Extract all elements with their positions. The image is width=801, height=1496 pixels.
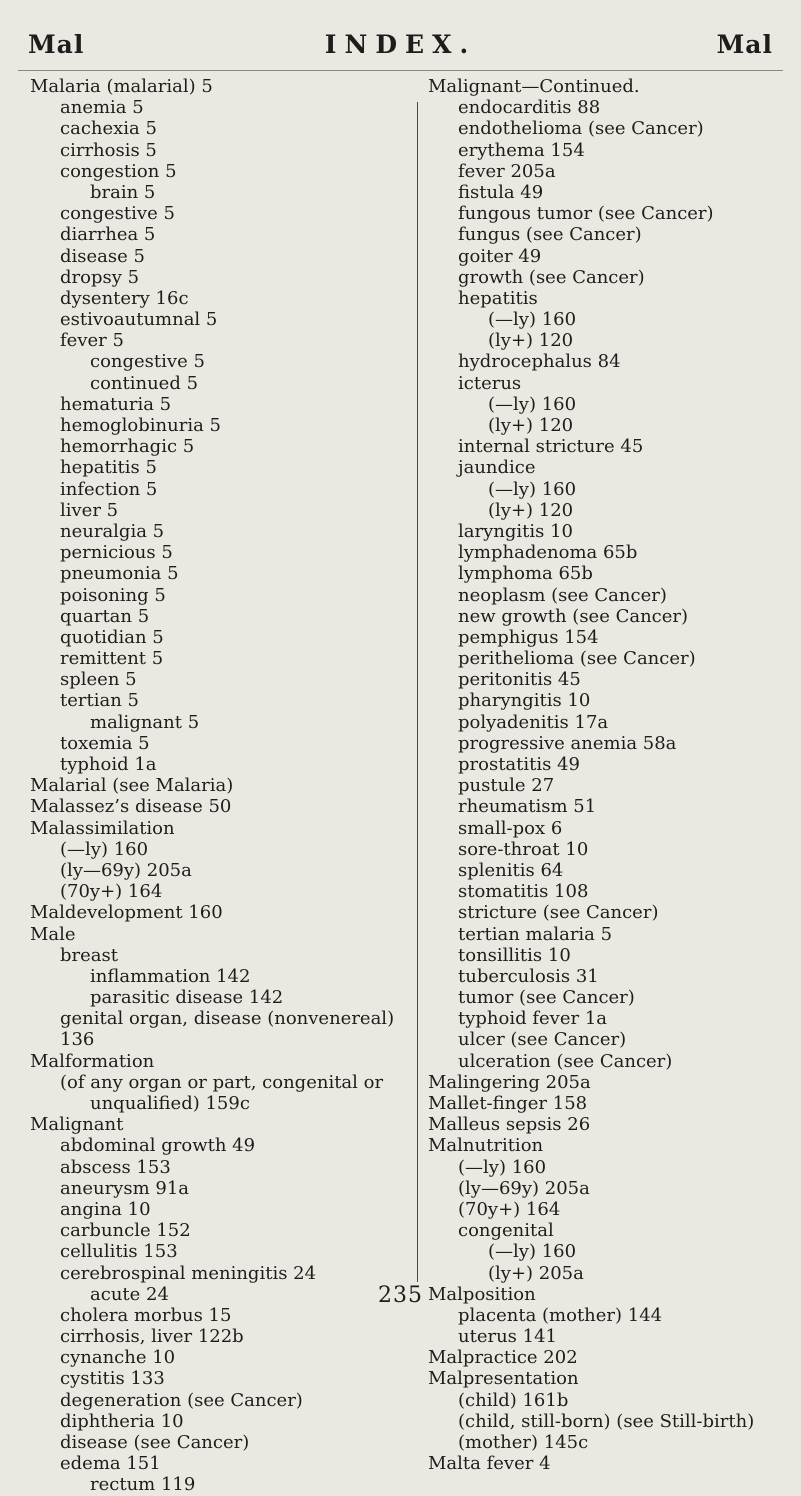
index-entry: Malignant—Continued. <box>428 76 640 97</box>
index-subentry: carbuncle 152 <box>60 1220 191 1242</box>
index-subentry: (ly+) 205a <box>488 1262 584 1284</box>
index-subentry: stomatitis 108 <box>458 881 589 903</box>
index-subentry: perithelioma (see Cancer) <box>458 648 696 670</box>
index-subentry: rheumatism 51 <box>458 796 597 818</box>
index-subentry: rectum 119 <box>90 1474 196 1496</box>
index-subentry: congestive 5 <box>90 351 205 373</box>
index-subentry: (—ly) 160 <box>488 309 577 331</box>
index-subentry: disease (see Cancer) <box>60 1432 250 1453</box>
index-subentry: (mother) 145c <box>458 1432 589 1453</box>
index-subentry: toxemia 5 <box>60 732 150 754</box>
index-subentry: disease 5 <box>60 245 145 267</box>
index-subentry: neoplasm (see Cancer) <box>458 584 667 606</box>
running-header <box>28 30 773 70</box>
index-subentry: goiter 49 <box>458 245 542 267</box>
index-subentry: remittent 5 <box>60 648 164 670</box>
index-subentry: (ly—69y) 205a <box>458 1177 590 1199</box>
index-entry: Malposition <box>428 1283 536 1305</box>
index-subentry: progressive anemia 58a <box>458 732 677 754</box>
index-subentry: tertian malaria 5 <box>458 923 613 945</box>
index-subentry: anemia 5 <box>60 97 144 119</box>
index-subentry: (of any organ or part, congenital or <box>60 1071 384 1093</box>
index-subentry: brain 5 <box>90 181 156 203</box>
index-subentry: stricture (see Cancer) <box>458 902 659 924</box>
index-subentry: spleen 5 <box>60 669 137 691</box>
index-subentry: uterus 141 <box>458 1326 557 1348</box>
index-subentry: poisoning 5 <box>60 584 166 606</box>
index-subentry: growth (see Cancer) <box>458 266 645 288</box>
index-subentry: liver 5 <box>60 499 119 521</box>
index-subentry: (70y+) 164 <box>458 1198 561 1220</box>
index-subentry: ulceration (see Cancer) <box>458 1050 673 1072</box>
index-subentry: abdominal growth 49 <box>60 1135 256 1157</box>
index-subentry: lymphoma 65b <box>458 563 593 585</box>
index-subentry: aneurysm 91a <box>60 1177 190 1199</box>
header-left-guide-word: Mal <box>28 30 85 59</box>
index-subentry: degeneration (see Cancer) <box>60 1389 303 1411</box>
index-subentry: cirrhosis, liver 122b <box>60 1326 244 1348</box>
index-subentry: infection 5 <box>60 478 158 500</box>
index-subentry: diphtheria 10 <box>60 1410 184 1432</box>
index-subentry: unqualified) 159c <box>90 1093 250 1114</box>
index-subentry: ulcer (see Cancer) <box>458 1029 627 1051</box>
index-subentry: (ly—69y) 205a <box>60 859 192 881</box>
index-entry: Malassez’s disease 50 <box>30 796 232 818</box>
index-subentry: laryngitis 10 <box>458 520 573 542</box>
index-subentry: (—ly) 160 <box>488 1241 577 1263</box>
index-subentry: hydrocephalus 84 <box>458 351 621 373</box>
index-entry: Malaria (malarial) 5 <box>30 76 213 97</box>
index-subentry: acute 24 <box>90 1283 169 1305</box>
index-subentry: angina 10 <box>60 1198 151 1220</box>
index-subentry: typhoid 1a <box>60 754 157 775</box>
index-subentry: new growth (see Cancer) <box>458 605 689 627</box>
index-subentry: malignant 5 <box>90 711 200 733</box>
index-subentry: inflammation 142 <box>90 965 251 987</box>
index-subentry: tertian 5 <box>60 690 139 712</box>
index-subentry: hepatitis 5 <box>60 457 157 479</box>
index-subentry: fungus (see Cancer) <box>458 224 642 246</box>
index-entry: Malpresentation <box>428 1368 579 1390</box>
index-subentry: (—ly) 160 <box>458 1156 547 1178</box>
index-subentry: dropsy 5 <box>60 266 140 288</box>
index-subentry: cystitis 133 <box>60 1368 165 1390</box>
column-divider <box>417 102 418 1282</box>
index-entry: Malassimilation <box>30 817 175 839</box>
index-subentry: placenta (mother) 144 <box>458 1304 663 1326</box>
index-subentry: polyadenitis 17a <box>458 711 609 733</box>
index-subentry: fungous tumor (see Cancer) <box>458 203 714 225</box>
index-subentry: (—ly) 160 <box>488 478 577 500</box>
index-subentry: (child) 161b <box>458 1389 569 1411</box>
index-subentry: hepatitis <box>458 287 538 309</box>
index-subentry: (ly+) 120 <box>488 415 574 436</box>
index-subentry: cerebrospinal meningitis 24 <box>60 1262 317 1284</box>
index-subentry: small-pox 6 <box>458 817 563 839</box>
index-subentry: tumor (see Cancer) <box>458 987 635 1009</box>
index-subentry: hematuria 5 <box>60 393 172 415</box>
index-entry: Mallet-finger 158 <box>428 1093 588 1114</box>
index-subentry: edema 151 <box>60 1453 161 1475</box>
index-subentry: congenital <box>458 1220 554 1242</box>
index-subentry: tuberculosis 31 <box>458 965 599 987</box>
index-subentry: splenitis 64 <box>458 859 564 881</box>
index-subentry: (ly+) 120 <box>488 499 574 521</box>
index-subentry: hemorrhagic 5 <box>60 436 195 458</box>
index-entry: Malleus sepsis 26 <box>428 1114 591 1136</box>
index-subentry: pemphigus 154 <box>458 626 599 648</box>
index-subentry: pneumonia 5 <box>60 563 179 585</box>
index-subentry: quartan 5 <box>60 605 150 627</box>
index-subentry: (—ly) 160 <box>488 393 577 415</box>
index-subentry: pernicious 5 <box>60 542 173 564</box>
index-subentry: estivoautumnal 5 <box>60 309 218 331</box>
index-subentry: (—ly) 160 <box>60 838 149 860</box>
index-column-right <box>428 76 794 1474</box>
index-subentry: internal stricture 45 <box>458 436 644 458</box>
index-subentry: dysentery 16c <box>60 287 189 309</box>
index-entry: Malpractice 202 <box>428 1347 578 1369</box>
index-subentry: lymphadenoma 65b <box>458 542 638 564</box>
index-subentry: endocarditis 88 <box>458 97 601 119</box>
index-subentry: sore-throat 10 <box>458 838 589 860</box>
index-subentry: peritonitis 45 <box>458 669 581 691</box>
index-subentry: cholera morbus 15 <box>60 1304 232 1326</box>
index-entry: Malnutrition <box>428 1135 544 1157</box>
header-rule <box>18 70 783 71</box>
index-subentry: icterus <box>458 372 522 394</box>
index-entry: Malingering 205a <box>428 1071 591 1093</box>
index-subentry: (70y+) 164 <box>60 881 163 903</box>
page-number: 235 <box>378 1283 423 1308</box>
index-subentry: jaundice <box>458 457 536 479</box>
header-title: INDEX. <box>324 30 477 59</box>
index-subentry: continued 5 <box>90 372 199 394</box>
index-subentry: endothelioma (see Cancer) <box>458 118 704 140</box>
index-subentry: congestive 5 <box>60 203 175 225</box>
index-subentry: pharyngitis 10 <box>458 690 591 712</box>
index-subentry: fever 205a <box>458 160 556 182</box>
index-subentry: erythema 154 <box>458 139 585 161</box>
index-entry: Malignant <box>30 1114 124 1136</box>
index-subentry: (ly+) 120 <box>488 330 574 352</box>
index-subentry: pustule 27 <box>458 775 555 797</box>
index-subentry: quotidian 5 <box>60 626 164 648</box>
index-subentry: fistula 49 <box>458 181 544 203</box>
index-subentry: (child, still-born) (see Still-birth) <box>458 1410 755 1432</box>
index-entry: Malformation <box>30 1050 155 1072</box>
index-subentry: neuralgia 5 <box>60 520 165 542</box>
index-entry: Male <box>30 923 76 945</box>
index-subentry: tonsillitis 10 <box>458 944 571 966</box>
index-subentry: cynanche 10 <box>60 1347 176 1369</box>
index-subentry: parasitic disease 142 <box>90 987 284 1009</box>
index-subentry: diarrhea 5 <box>60 224 156 246</box>
index-subentry: hemoglobinuria 5 <box>60 415 221 436</box>
index-subentry: cirrhosis 5 <box>60 139 157 161</box>
index-entry: Maldevelopment 160 <box>30 902 223 924</box>
index-entry: Malarial (see Malaria) <box>30 775 234 797</box>
index-subentry: breast <box>60 944 118 966</box>
index-subentry: congestion 5 <box>60 160 177 182</box>
index-entry: Malta fever 4 <box>428 1453 551 1475</box>
index-subentry: 136 <box>60 1029 95 1051</box>
header-right-guide-word: Mal <box>716 30 773 59</box>
index-subentry: cellulitis 153 <box>60 1241 178 1263</box>
index-subentry: fever 5 <box>60 330 124 352</box>
index-subentry: typhoid fever 1a <box>458 1008 608 1030</box>
index-subentry: genital organ, disease (nonvenereal) <box>60 1008 395 1030</box>
index-subentry: cachexia 5 <box>60 118 157 140</box>
index-subentry: prostatitis 49 <box>458 754 581 775</box>
index-subentry: abscess 153 <box>60 1156 171 1178</box>
